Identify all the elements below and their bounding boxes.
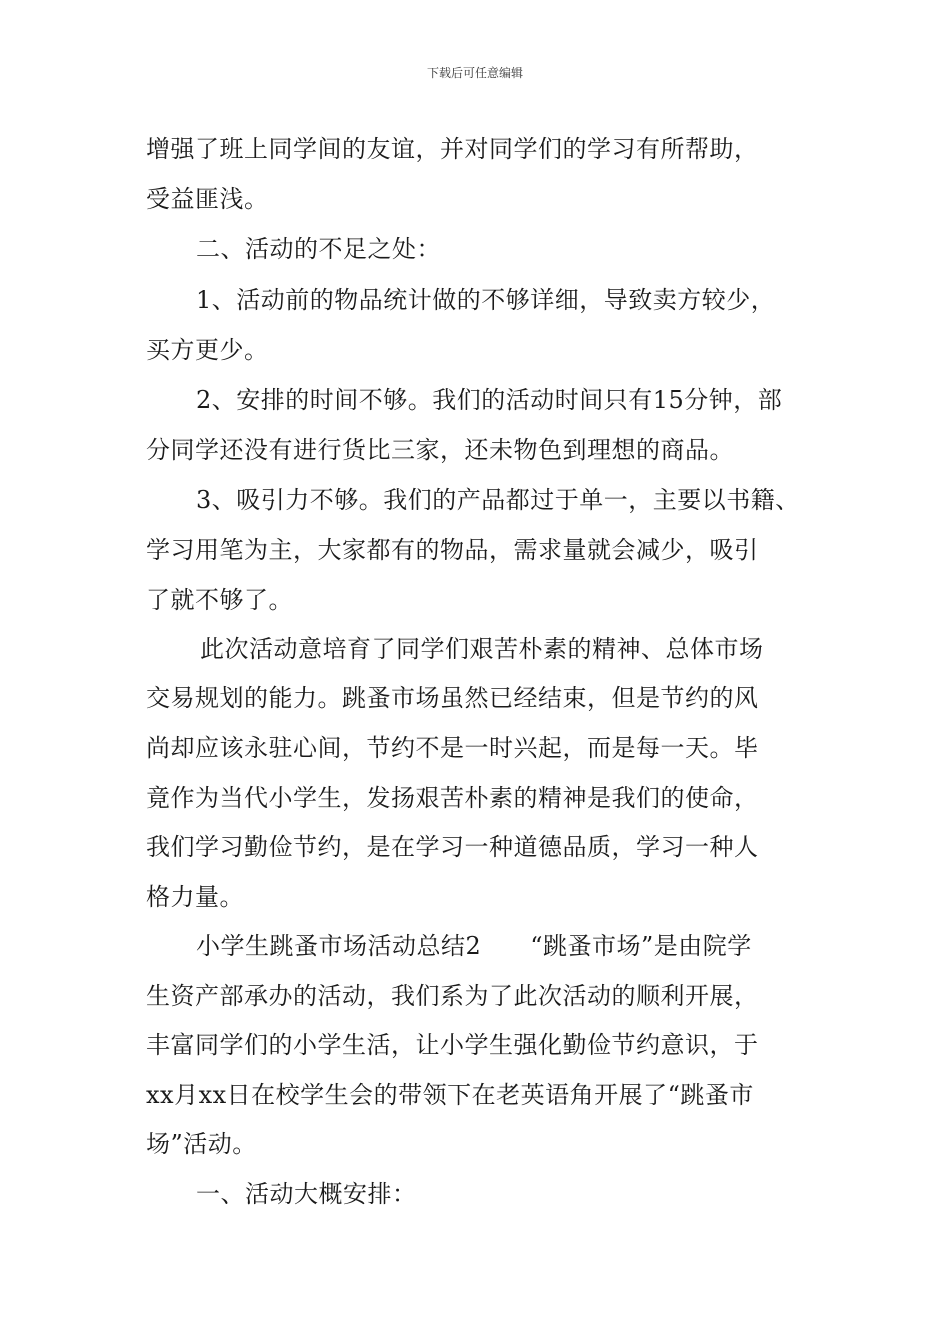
body-line-21: 场”活动。 xyxy=(146,1130,257,1158)
body-line-5: 买方更少。 xyxy=(146,336,269,364)
body-line-11: 此次活动意培育了同学们艰苦朴素的精神、总体市场 xyxy=(200,635,764,663)
body-line-10: 了就不够了。 xyxy=(146,586,293,614)
section-heading-arrangement: 一、活动大概安排： xyxy=(196,1180,417,1208)
body-line-12: 交易规划的能力。跳蚤市场虽然已经结束，但是节约的风 xyxy=(146,684,759,712)
body-line-9: 学习用笔为主，大家都有的物品，需求量就会减少，吸引 xyxy=(146,536,759,564)
body-line-6: 2、安排的时间不够。我们的活动时间只有15分钟，部 xyxy=(196,386,783,414)
body-line-7: 分同学还没有进行货比三家，还未物色到理想的商品。 xyxy=(146,436,734,464)
section-heading-shortcomings: 二、活动的不足之处： xyxy=(196,235,441,263)
section-title-summary-2: 小学生跳蚤市场活动总结2 “跳蚤市场”是由院学 xyxy=(196,932,752,960)
page-header: 下载后可任意编辑 xyxy=(426,66,523,80)
body-line-13: 尚却应该永驻心间，节约不是一时兴起，而是每一天。毕 xyxy=(146,734,759,762)
body-line-14: 竟作为当代小学生，发扬艰苦朴素的精神是我们的使命， xyxy=(146,784,759,812)
body-line-15: 我们学习勤俭节约，是在学习一种道德品质，学习一种人 xyxy=(146,833,759,861)
body-line-19: 丰富同学们的小学生活，让小学生强化勤俭节约意识，于 xyxy=(146,1031,759,1059)
body-line-8: 3、吸引力不够。我们的产品都过于单一，主要以书籍、 xyxy=(196,486,800,514)
body-line-2: 受益匪浅。 xyxy=(146,185,269,213)
body-line-18: 生资产部承办的活动，我们系为了此次活动的顺利开展， xyxy=(146,982,759,1010)
body-line-16: 格力量。 xyxy=(146,883,244,911)
body-line-20: xx月xx日在校学生会的带领下在老英语角开展了“跳蚤市 xyxy=(146,1081,754,1109)
body-line-4: 1、活动前的物品统计做的不够详细，导致卖方较少， xyxy=(196,286,776,314)
body-line-1: 增强了班上同学间的友谊，并对同学们的学习有所帮助， xyxy=(146,135,759,163)
